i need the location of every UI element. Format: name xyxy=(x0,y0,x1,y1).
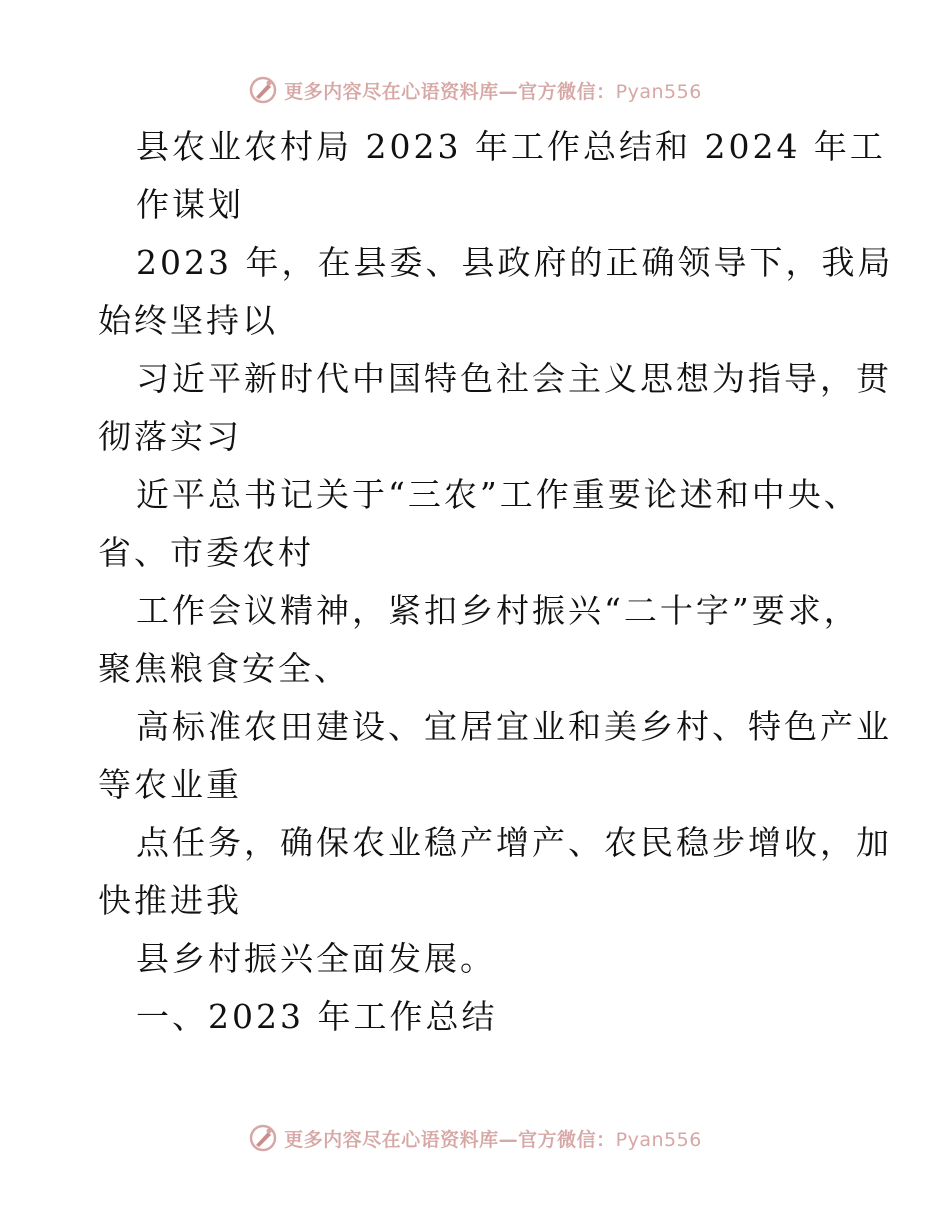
watermark-header xyxy=(0,70,950,110)
text-line: 县乡村振兴全面发展。 xyxy=(136,939,496,978)
text-line: 快推进我 xyxy=(98,881,242,920)
watermark-text: 更多内容尽在心语资料库—官方微信：Pyan556 xyxy=(284,80,702,103)
text-line: 近平总书记关于“三农”工作重要论述和中央、 xyxy=(136,475,860,514)
text-line: 一、2023 年工作总结 xyxy=(136,997,498,1036)
watermark-footer xyxy=(0,1118,950,1158)
text-line: 聚焦粮食安全、 xyxy=(98,649,350,688)
text-line: 作谋划 xyxy=(136,185,244,224)
pen-logo-icon xyxy=(248,1123,278,1153)
text-line: 省、市委农村 xyxy=(98,533,314,572)
text-line: 彻落实习 xyxy=(98,417,242,456)
watermark-text: 更多内容尽在心语资料库—官方微信：Pyan556 xyxy=(284,1128,702,1151)
document-body xyxy=(98,118,894,1046)
text-line: 县农业农村局 2023 年工作总结和 2024 年工 xyxy=(136,127,886,166)
text-line: 工作会议精神，紧扣乡村振兴“二十字”要求， xyxy=(136,591,860,630)
text-line: 2023 年，在县委、县政府的正确领导下，我局 xyxy=(136,243,894,282)
pen-logo-icon xyxy=(248,75,278,105)
text-line: 始终坚持以 xyxy=(98,301,278,340)
text-line: 高标准农田建设、宜居宜业和美乡村、特色产业 xyxy=(136,707,892,746)
text-line: 等农业重 xyxy=(98,765,242,804)
text-line: 习近平新时代中国特色社会主义思想为指导，贯 xyxy=(136,359,892,398)
text-line: 点任务，确保农业稳产增产、农民稳步增收，加 xyxy=(136,823,892,862)
